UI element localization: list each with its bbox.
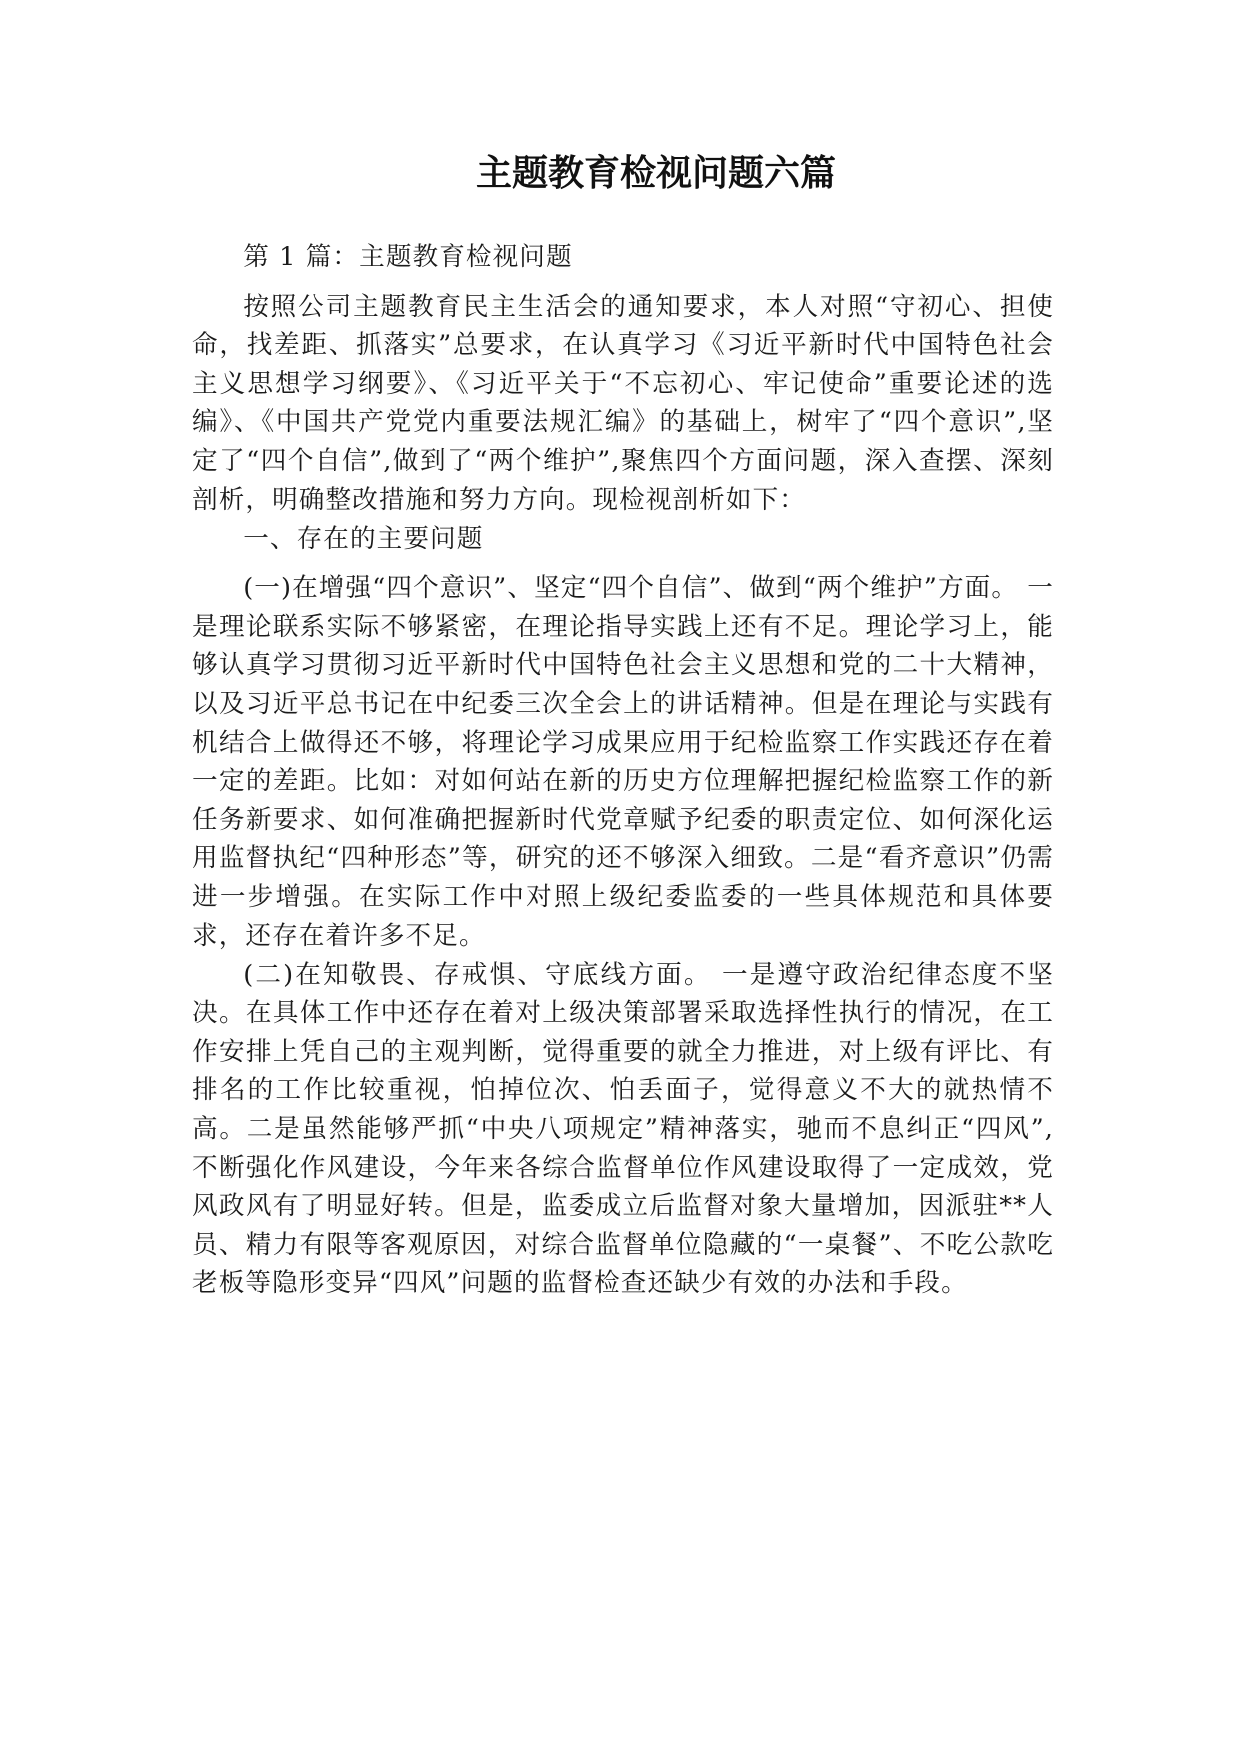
problem-paragraph-2: (二)在知敬畏、存戒惧、守底线方面。 一是遵守政治纪律态度不坚决。在具体工作中还存在着对上级决策部署采取选择性执行的情况，在工作安排上凭自己的主观判断，觉得重要的就全力推进，对上级有评比、有排名的工作比较重视，怕掉位次、怕丢面子，觉得意义不大的就热情不高。二是虽然能够严抓“中央八项规定”精神落实，驰而不息纠正“四风”,不断强化作风建设，今年来各综合监督单位作风建设取得了一定成效，党风政风有了明显好转。但是，监委成立后监督对象大量增加，因派驻**人员、精力有限等客观原因，对综合监督单位隐藏的“一桌餐”、不吃公款吃老板等隐形变异“四风”问题的监督检查还缺少有效的办法和手段。: [192, 959, 1054, 1299]
document-body: [192, 238, 1054, 1304]
document-title: 主题教育检视问题六篇: [475, 153, 836, 194]
section-heading-article-1: 第 1 篇：主题教育检视问题: [243, 242, 573, 272]
intro-paragraph: 按照公司主题教育民主生活会的通知要求，本人对照“守初心、担使命，找差距、抓落实”总要求，在认真学习《习近平新时代中国特色社会主义思想学习纲要》、《习近平关于“不忘初心、牢记使命”重要论述的选编》、《中国共产党党内重要法规汇编》的基础上，树牢了“四个意识”,坚定了“四个自信”,做到了“两个维护”,聚焦四个方面问题，深入查摆、深刻剖析，明确整改措施和努力方向。现检视剖析如下：: [192, 291, 1054, 515]
problem-paragraph-1: (一)在增强“四个意识”、坚定“四个自信”、做到“两个维护”方面。 一是理论联系实际不够紧密，在理论指导实践上还有不足。理论学习上，能够认真学习贯彻习近平新时代中国特色社会主义思想和党的二十大精神，以及习近平总书记在中纪委三次全会上的讲话精神。但是在理论与实践有机结合上做得还不够，将理论学习成果应用于纪检监察工作实践还存在着一定的差距。比如：对如何站在新的历史方位理解把握纪检监察工作的新任务新要求、如何准确把握新时代党章赋予纪委的职责定位、如何深化运用监督执纪“四种形态”等，研究的还不够深入细致。二是“看齐意识”仍需进一步增强。在实际工作中对照上级纪委监委的一些具体规范和具体要求，还存在着许多不足。: [192, 573, 1054, 951]
section-heading-main-problems: 一、存在的主要问题: [243, 523, 484, 554]
